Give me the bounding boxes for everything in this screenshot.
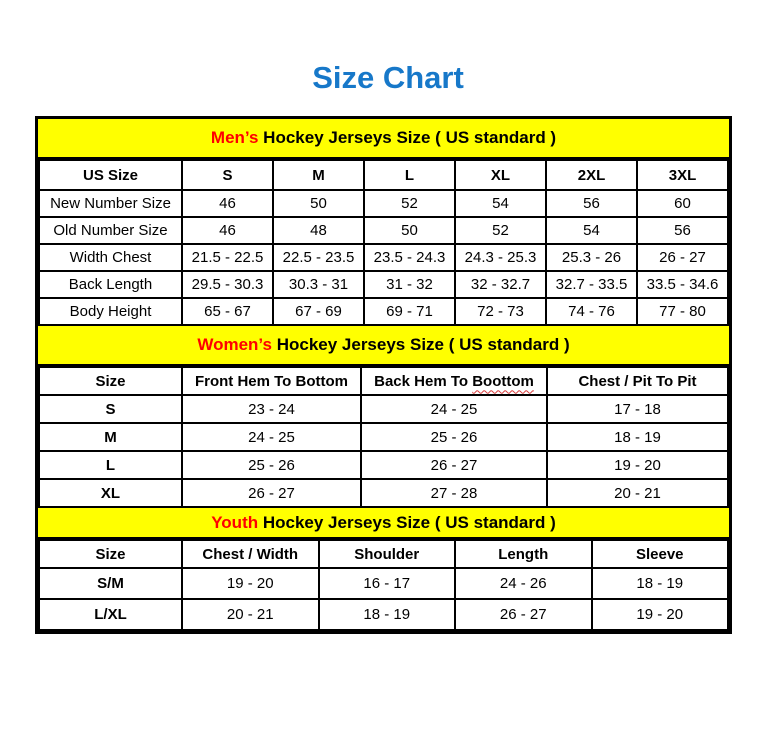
value-cell: 33.5 - 34.6 (637, 271, 728, 298)
value-cell: 25 - 26 (182, 451, 361, 479)
column-header: Size (39, 367, 182, 395)
page (0, 60, 776, 634)
value-cell: 24 - 26 (455, 568, 592, 599)
column-header: Size (39, 540, 182, 568)
value-cell: 18 - 19 (547, 423, 728, 451)
value-cell: 67 - 69 (273, 298, 364, 325)
mens-section-header (38, 119, 729, 159)
table-row (39, 423, 728, 451)
value-cell: 48 (273, 217, 364, 244)
column-header: Front Hem To Bottom (182, 367, 361, 395)
value-cell: 74 - 76 (546, 298, 637, 325)
value-cell: 65 - 67 (182, 298, 273, 325)
value-cell: 16 - 17 (319, 568, 456, 599)
value-cell: 18 - 19 (319, 599, 456, 630)
value-cell: 24 - 25 (361, 395, 547, 423)
value-cell: 77 - 80 (637, 298, 728, 325)
value-cell: 52 (364, 190, 455, 217)
column-header: S (182, 160, 273, 190)
value-cell: 25.3 - 26 (546, 244, 637, 271)
row-label-cell: XL (39, 479, 182, 507)
table-row (39, 599, 728, 630)
value-cell: 60 (637, 190, 728, 217)
value-cell: 24.3 - 25.3 (455, 244, 546, 271)
column-header: Chest / Width (182, 540, 319, 568)
value-cell: 20 - 21 (547, 479, 728, 507)
value-cell: 32 - 32.7 (455, 271, 546, 298)
value-cell: 22.5 - 23.5 (273, 244, 364, 271)
womens-section-header (38, 326, 729, 366)
size-chart (35, 116, 732, 634)
column-header: 3XL (637, 160, 728, 190)
value-cell: 50 (364, 217, 455, 244)
column-header: US Size (39, 160, 182, 190)
value-cell: 19 - 20 (547, 451, 728, 479)
youth-size-table (38, 539, 729, 631)
value-cell: 32.7 - 33.5 (546, 271, 637, 298)
row-label-cell: Width Chest (39, 244, 182, 271)
value-cell: 56 (546, 190, 637, 217)
column-header (361, 367, 547, 395)
column-header: 2XL (546, 160, 637, 190)
row-label-cell: S/M (39, 568, 182, 599)
youth-section-header (38, 508, 729, 539)
mens-size-table (38, 159, 729, 326)
table-row (39, 298, 728, 325)
value-cell: 27 - 28 (361, 479, 547, 507)
value-cell: 72 - 73 (455, 298, 546, 325)
value-cell: 52 (455, 217, 546, 244)
value-cell: 56 (637, 217, 728, 244)
table-row (39, 217, 728, 244)
value-cell: 18 - 19 (592, 568, 729, 599)
youth-section-highlight: Youth (211, 513, 259, 532)
value-cell: 46 (182, 190, 273, 217)
womens-section-title: Hockey Jerseys Size ( US standard ) (271, 335, 570, 354)
youth-header-row (39, 540, 728, 568)
womens-header-row (39, 367, 728, 395)
table-row (39, 190, 728, 217)
column-header: Chest / Pit To Pit (547, 367, 728, 395)
value-cell: 46 (182, 217, 273, 244)
column-header: XL (455, 160, 546, 190)
womens-section-highlight: Women’s (197, 335, 272, 354)
value-cell: 23.5 - 24.3 (364, 244, 455, 271)
row-label-cell: Back Length (39, 271, 182, 298)
value-cell: 69 - 71 (364, 298, 455, 325)
value-cell: 19 - 20 (182, 568, 319, 599)
value-cell: 30.3 - 31 (273, 271, 364, 298)
value-cell: 19 - 20 (592, 599, 729, 630)
value-cell: 24 - 25 (182, 423, 361, 451)
table-row (39, 271, 728, 298)
column-header-text: Back Hem To (374, 372, 473, 390)
row-label-cell: L (39, 451, 182, 479)
column-header: Length (455, 540, 592, 568)
column-header: Sleeve (592, 540, 729, 568)
value-cell: 26 - 27 (361, 451, 547, 479)
table-row (39, 479, 728, 507)
row-label-cell: Body Height (39, 298, 182, 325)
value-cell: 54 (455, 190, 546, 217)
value-cell: 21.5 - 22.5 (182, 244, 273, 271)
column-header: M (273, 160, 364, 190)
column-header: Shoulder (319, 540, 456, 568)
table-row (39, 568, 728, 599)
value-cell: 25 - 26 (361, 423, 547, 451)
row-label-cell: M (39, 423, 182, 451)
womens-size-table (38, 366, 729, 508)
value-cell: 26 - 27 (637, 244, 728, 271)
value-cell: 26 - 27 (455, 599, 592, 630)
value-cell: 54 (546, 217, 637, 244)
table-row (39, 395, 728, 423)
page-title: Size Chart (312, 60, 464, 95)
row-label-cell: L/XL (39, 599, 182, 630)
youth-section-title: Hockey Jerseys Size ( US standard ) (258, 513, 556, 532)
table-row (39, 451, 728, 479)
row-label-cell: S (39, 395, 182, 423)
value-cell: 20 - 21 (182, 599, 319, 630)
value-cell: 31 - 32 (364, 271, 455, 298)
value-cell: 26 - 27 (182, 479, 361, 507)
table-row (39, 244, 728, 271)
mens-section-highlight: Men’s (210, 128, 259, 147)
value-cell: 29.5 - 30.3 (182, 271, 273, 298)
value-cell: 23 - 24 (182, 395, 361, 423)
value-cell: 17 - 18 (547, 395, 728, 423)
column-header: L (364, 160, 455, 190)
value-cell: 50 (273, 190, 364, 217)
misspelled-word-squiggle: Boottom (472, 372, 534, 390)
row-label-cell: Old Number Size (39, 217, 182, 244)
mens-header-row (39, 160, 728, 190)
mens-section-title: Hockey Jerseys Size ( US standard ) (258, 128, 557, 147)
row-label-cell: New Number Size (39, 190, 182, 217)
